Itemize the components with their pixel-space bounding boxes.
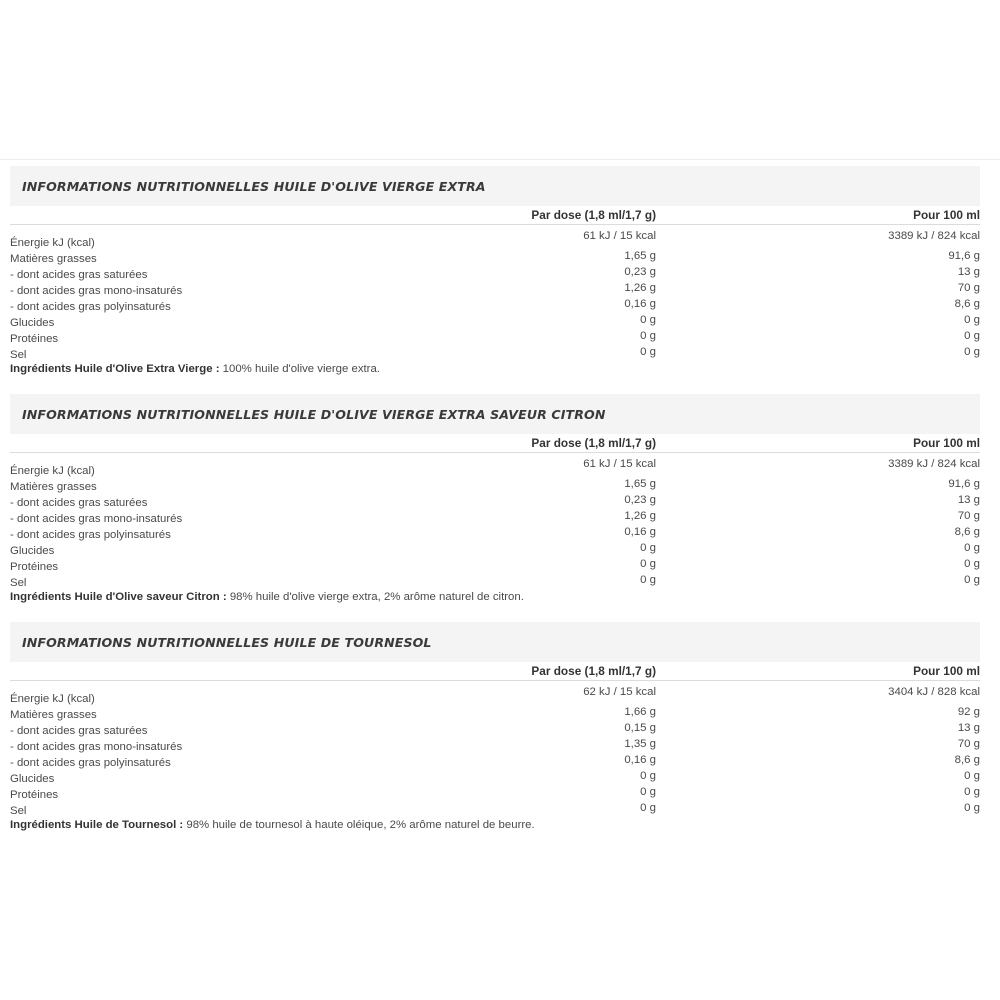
table-row xyxy=(10,330,980,346)
nutrient-label: Protéines xyxy=(10,333,59,345)
value-per-100ml: 0 g xyxy=(964,802,980,814)
nutrient-label: Glucides xyxy=(10,773,55,785)
nutrient-label: - dont acides gras saturées xyxy=(10,497,148,509)
value-per-dose: 1,35 g xyxy=(624,738,656,750)
value-per-dose: 0,16 g xyxy=(624,298,656,310)
ingredients-text: 100% huile d'olive vierge extra. xyxy=(219,363,380,375)
value-per-dose: 0 g xyxy=(640,330,656,342)
table-row xyxy=(10,558,980,574)
value-per-dose: 0,16 g xyxy=(624,526,656,538)
table-row xyxy=(10,478,980,494)
value-per-100ml: 70 g xyxy=(957,738,980,750)
nutrient-label: Énergie kJ (kcal) xyxy=(10,693,95,705)
value-per-dose: 0,23 g xyxy=(624,266,656,278)
value-per-100ml: 91,6 g xyxy=(948,478,980,490)
nutrient-label: - dont acides gras polyinsaturés xyxy=(10,529,171,541)
column-header-per-100ml: Pour 100 ml xyxy=(913,208,980,222)
value-per-100ml: 13 g xyxy=(957,494,980,506)
nutrient-label: Sel xyxy=(10,577,27,589)
value-per-dose: 1,66 g xyxy=(624,706,656,718)
table-row xyxy=(10,250,980,266)
value-per-dose: 1,65 g xyxy=(624,478,656,490)
value-per-dose: 0 g xyxy=(640,542,656,554)
value-per-100ml: 3389 kJ / 824 kcal xyxy=(888,458,980,470)
table-row xyxy=(10,494,980,510)
column-header-per-100ml: Pour 100 ml xyxy=(913,664,980,678)
value-per-dose: 1,26 g xyxy=(624,510,656,522)
value-per-100ml: 13 g xyxy=(957,266,980,278)
section-title: INFORMATIONS NUTRITIONNELLES HUILE DE TOURNESOL xyxy=(22,634,432,650)
nutrient-label: Matières grasses xyxy=(10,253,97,265)
table-row xyxy=(10,786,980,802)
value-per-100ml: 0 g xyxy=(964,346,980,358)
table-row xyxy=(10,526,980,542)
nutrient-label: Glucides xyxy=(10,317,55,329)
value-per-dose: 1,26 g xyxy=(624,282,656,294)
nutrient-label: Glucides xyxy=(10,545,55,557)
nutrition-section-tournesol xyxy=(10,622,980,835)
table-row xyxy=(10,802,980,818)
value-per-dose: 0 g xyxy=(640,314,656,326)
value-per-100ml: 91,6 g xyxy=(948,250,980,262)
value-per-100ml: 13 g xyxy=(957,722,980,734)
table-row xyxy=(10,706,980,722)
nutrient-label: - dont acides gras saturées xyxy=(10,725,148,737)
table-row xyxy=(10,298,980,314)
ingredients-text: 98% huile de tournesol à haute oléique, 2% arôme naturel de beurre. xyxy=(183,819,535,831)
section-title: INFORMATIONS NUTRITIONNELLES HUILE D'OLIVE VIERGE EXTRA xyxy=(22,178,486,194)
nutrient-label: - dont acides gras polyinsaturés xyxy=(10,301,171,313)
value-per-100ml: 0 g xyxy=(964,558,980,570)
table-row xyxy=(10,282,980,298)
value-per-dose: 61 kJ / 15 kcal xyxy=(583,230,656,242)
value-per-100ml: 8,6 g xyxy=(954,298,980,310)
nutrient-label: Matières grasses xyxy=(10,481,97,493)
column-headers xyxy=(10,662,980,681)
value-per-dose: 0 g xyxy=(640,786,656,798)
column-headers xyxy=(10,206,980,225)
column-header-per-dose: Par dose (1,8 ml/1,7 g) xyxy=(531,436,656,450)
value-per-dose: 0,16 g xyxy=(624,754,656,766)
nutrition-info-container xyxy=(10,166,980,850)
table-row xyxy=(10,754,980,770)
value-per-100ml: 3404 kJ / 828 kcal xyxy=(888,686,980,698)
ingredients-line xyxy=(10,363,980,379)
nutrient-label: Énergie kJ (kcal) xyxy=(10,237,95,249)
nutrient-label: Matières grasses xyxy=(10,709,97,721)
table-row xyxy=(10,458,980,478)
nutrient-label: Protéines xyxy=(10,561,59,573)
value-per-100ml: 70 g xyxy=(957,282,980,294)
section-header xyxy=(10,394,980,434)
ingredients-text: 98% huile d'olive vierge extra, 2% arôme naturel de citron. xyxy=(226,591,524,603)
table-row xyxy=(10,738,980,754)
value-per-dose: 0 g xyxy=(640,770,656,782)
value-per-dose: 62 kJ / 15 kcal xyxy=(583,686,656,698)
value-per-100ml: 0 g xyxy=(964,574,980,586)
value-per-100ml: 0 g xyxy=(964,314,980,326)
column-headers xyxy=(10,434,980,453)
nutrient-label: - dont acides gras mono-insaturés xyxy=(10,513,183,525)
nutrient-label: Énergie kJ (kcal) xyxy=(10,465,95,477)
table-row xyxy=(10,722,980,738)
column-header-per-100ml: Pour 100 ml xyxy=(913,436,980,450)
ingredients-line xyxy=(10,591,980,607)
value-per-dose: 0 g xyxy=(640,574,656,586)
value-per-dose: 0 g xyxy=(640,558,656,570)
table-row xyxy=(10,314,980,330)
table-row xyxy=(10,574,980,590)
table-row xyxy=(10,542,980,558)
value-per-100ml: 70 g xyxy=(957,510,980,522)
section-title: INFORMATIONS NUTRITIONNELLES HUILE D'OLIVE VIERGE EXTRA SAVEUR CITRON xyxy=(22,406,606,422)
value-per-dose: 0 g xyxy=(640,802,656,814)
table-row xyxy=(10,686,980,706)
value-per-100ml: 0 g xyxy=(964,786,980,798)
top-divider xyxy=(0,159,1000,160)
nutrient-label: Sel xyxy=(10,805,27,817)
value-per-dose: 0 g xyxy=(640,346,656,358)
table-row xyxy=(10,346,980,362)
value-per-dose: 1,65 g xyxy=(624,250,656,262)
value-per-100ml: 92 g xyxy=(957,706,980,718)
value-per-100ml: 8,6 g xyxy=(954,754,980,766)
nutrient-label: - dont acides gras mono-insaturés xyxy=(10,285,183,297)
table-row xyxy=(10,770,980,786)
table-row xyxy=(10,230,980,250)
ingredients-label: Ingrédients Huile de Tournesol : xyxy=(10,819,184,831)
value-per-dose: 61 kJ / 15 kcal xyxy=(583,458,656,470)
ingredients-label: Ingrédients Huile d'Olive Extra Vierge : xyxy=(10,363,220,375)
table-row xyxy=(10,266,980,282)
nutrient-label: - dont acides gras polyinsaturés xyxy=(10,757,171,769)
section-header xyxy=(10,166,980,206)
nutrition-section-olive-extra xyxy=(10,166,980,379)
value-per-100ml: 8,6 g xyxy=(954,526,980,538)
value-per-dose: 0,23 g xyxy=(624,494,656,506)
section-header xyxy=(10,622,980,662)
nutrition-section-olive-citron xyxy=(10,394,980,607)
nutrient-label: Protéines xyxy=(10,789,59,801)
table-row xyxy=(10,510,980,526)
nutrient-label: Sel xyxy=(10,349,27,361)
ingredients-line xyxy=(10,819,980,835)
column-header-per-dose: Par dose (1,8 ml/1,7 g) xyxy=(531,208,656,222)
value-per-100ml: 0 g xyxy=(964,770,980,782)
column-header-per-dose: Par dose (1,8 ml/1,7 g) xyxy=(531,664,656,678)
value-per-100ml: 0 g xyxy=(964,542,980,554)
ingredients-label: Ingrédients Huile d'Olive saveur Citron : xyxy=(10,591,227,603)
value-per-dose: 0,15 g xyxy=(624,722,656,734)
nutrient-label: - dont acides gras mono-insaturés xyxy=(10,741,183,753)
value-per-100ml: 3389 kJ / 824 kcal xyxy=(888,230,980,242)
value-per-100ml: 0 g xyxy=(964,330,980,342)
nutrient-label: - dont acides gras saturées xyxy=(10,269,148,281)
